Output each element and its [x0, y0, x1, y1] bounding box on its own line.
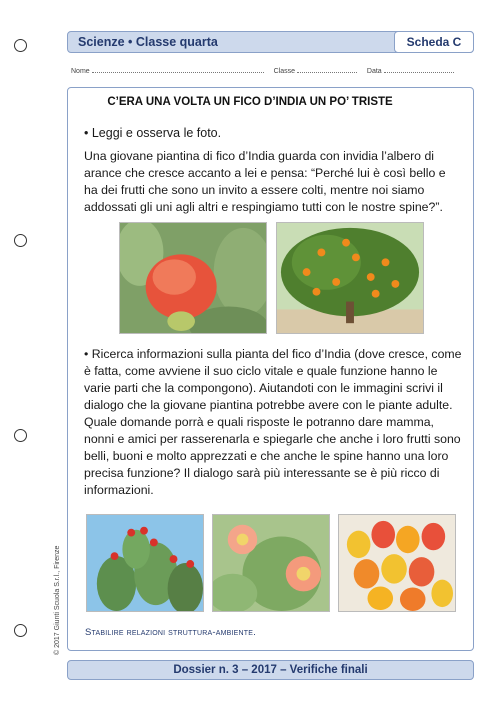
- read-instruction: • Leggi e osserva le foto.: [84, 126, 222, 140]
- binder-hole: [14, 39, 27, 52]
- binder-hole: [14, 624, 27, 637]
- orange-tree-photo: [276, 222, 424, 334]
- name-label: Nome: [71, 68, 90, 75]
- name-field[interactable]: [92, 66, 264, 73]
- date-label: Data: [366, 68, 382, 75]
- copyright-note: © 2017 Giunti Scuola S.r.l., Firenze: [54, 545, 61, 655]
- learning-objective-caption: Stabilire relazioni struttura-ambiente.: [85, 627, 256, 638]
- prickly-pear-fruits-basket-photo: [338, 514, 456, 612]
- worksheet-title: C’ERA UNA VOLTA UN FICO D’INDIA UN PO’ TRISTE: [107, 96, 393, 108]
- date-field[interactable]: [384, 66, 454, 73]
- student-info-line: [71, 66, 454, 75]
- prickly-pear-fruit-photo: [119, 222, 267, 334]
- story-paragraph: Una giovane piantina di fico d’India guarda con invidia l’albero di arance che cresce accanto a lei e pensa: “Perché lui è così bello e ha dei frutti che sono un invito a essere colti, mentre noi siamo addossati gli uni agli altri e respingiamo tutti con le nostre spine?”.: [84, 149, 446, 214]
- class-label: Classe: [273, 68, 295, 75]
- binder-hole: [14, 429, 27, 442]
- binder-hole: [14, 234, 27, 247]
- section-research: [84, 346, 462, 499]
- section-read: [84, 125, 462, 216]
- class-field[interactable]: [297, 66, 357, 73]
- subject-title: Scienze • Classe quarta: [78, 35, 218, 49]
- worksheet-tab: Scheda C: [394, 31, 474, 53]
- footer-bar: Dossier n. 3 – 2017 – Verifiche finali: [67, 660, 474, 680]
- prickly-pear-flower-photo: [212, 514, 330, 612]
- header-bar: [67, 31, 474, 53]
- prickly-pear-plant-photo: [86, 514, 204, 612]
- research-paragraph: • Ricerca informazioni sulla pianta del fico d’India (dove cresce, come è fatta, come avviene il suo ciclo vitale e quale funzione hanno le varie parti che la compongono). Aiutandoti con le immagini scrivi il dialogo che la giovane piantina potrebbe avere con le piante adulte. Quale domande porrà e quali risposte le potranno dare mamma, nonni e amici per rasserenarla e spiegarle che anche i loro frutti sono belli, buoni e molto apprezzati e che anche le spine hanno una loro precisa funzione? Il dialogo sarà più interessante se è più ricco di informazioni.: [84, 347, 462, 497]
